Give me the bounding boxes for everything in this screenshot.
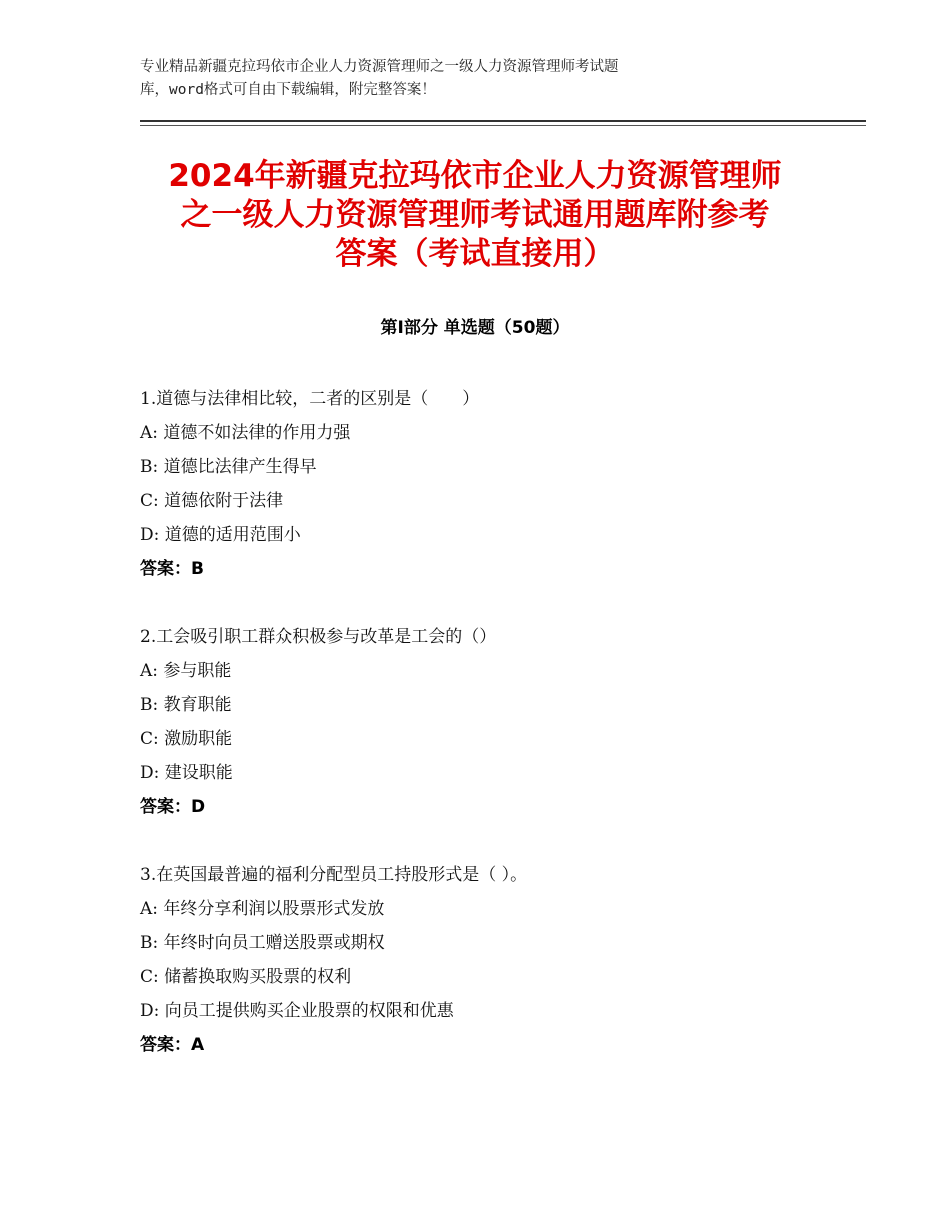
question-2 xyxy=(140,620,860,824)
answer: 答案：D xyxy=(140,797,206,817)
answer: 答案：A xyxy=(140,1035,205,1055)
header-note-line: 专业精品新疆克拉玛依市企业人力资源管理师之一级人力资源管理师考试题 xyxy=(140,59,619,75)
question-stem: 2.工会吸引职工群众积极参与改革是工会的（） xyxy=(140,627,497,647)
header-divider-thick xyxy=(140,120,866,122)
option-b: B: 年终时向员工赠送股票或期权 xyxy=(140,933,385,953)
option-d: D: 建设职能 xyxy=(140,763,233,783)
title-line: 答案（考试直接用） xyxy=(335,236,615,272)
question-list xyxy=(140,382,860,1096)
title-line: 之一级人力资源管理师考试通用题库附参考 xyxy=(180,197,770,233)
option-b: B: 道德比法律产生得早 xyxy=(140,457,317,477)
question-stem: 1.道德与法律相比较，二者的区别是（ ） xyxy=(140,389,480,409)
option-c: C: 道德依附于法律 xyxy=(140,491,284,511)
option-a: A: 道德不如法律的作用力强 xyxy=(140,423,351,443)
option-c: C: 储蓄换取购买股票的权利 xyxy=(140,967,352,987)
option-b: B: 教育职能 xyxy=(140,695,232,715)
header-divider-thin xyxy=(140,125,866,126)
option-d: D: 向员工提供购买企业股票的权限和优惠 xyxy=(140,1001,454,1021)
question-1 xyxy=(140,382,860,586)
option-d: D: 道德的适用范围小 xyxy=(140,525,301,545)
option-a: A: 年终分享利润以股票形式发放 xyxy=(140,899,385,919)
answer: 答案：B xyxy=(140,559,204,579)
option-a: A: 参与职能 xyxy=(140,661,232,681)
title-line: 2024年新疆克拉玛依市企业人力资源管理师 xyxy=(168,158,782,194)
option-c: C: 激励职能 xyxy=(140,729,233,749)
header-note-line: 库，word格式可自由下载编辑，附完整答案！ xyxy=(140,82,436,98)
question-stem: 3.在英国最普遍的福利分配型员工持股形式是（ ）。 xyxy=(140,865,528,885)
section-title: 第Ⅰ部分 单选题（50题） xyxy=(380,318,570,338)
header-note xyxy=(140,56,780,102)
document-title xyxy=(120,157,830,274)
question-3 xyxy=(140,858,860,1062)
